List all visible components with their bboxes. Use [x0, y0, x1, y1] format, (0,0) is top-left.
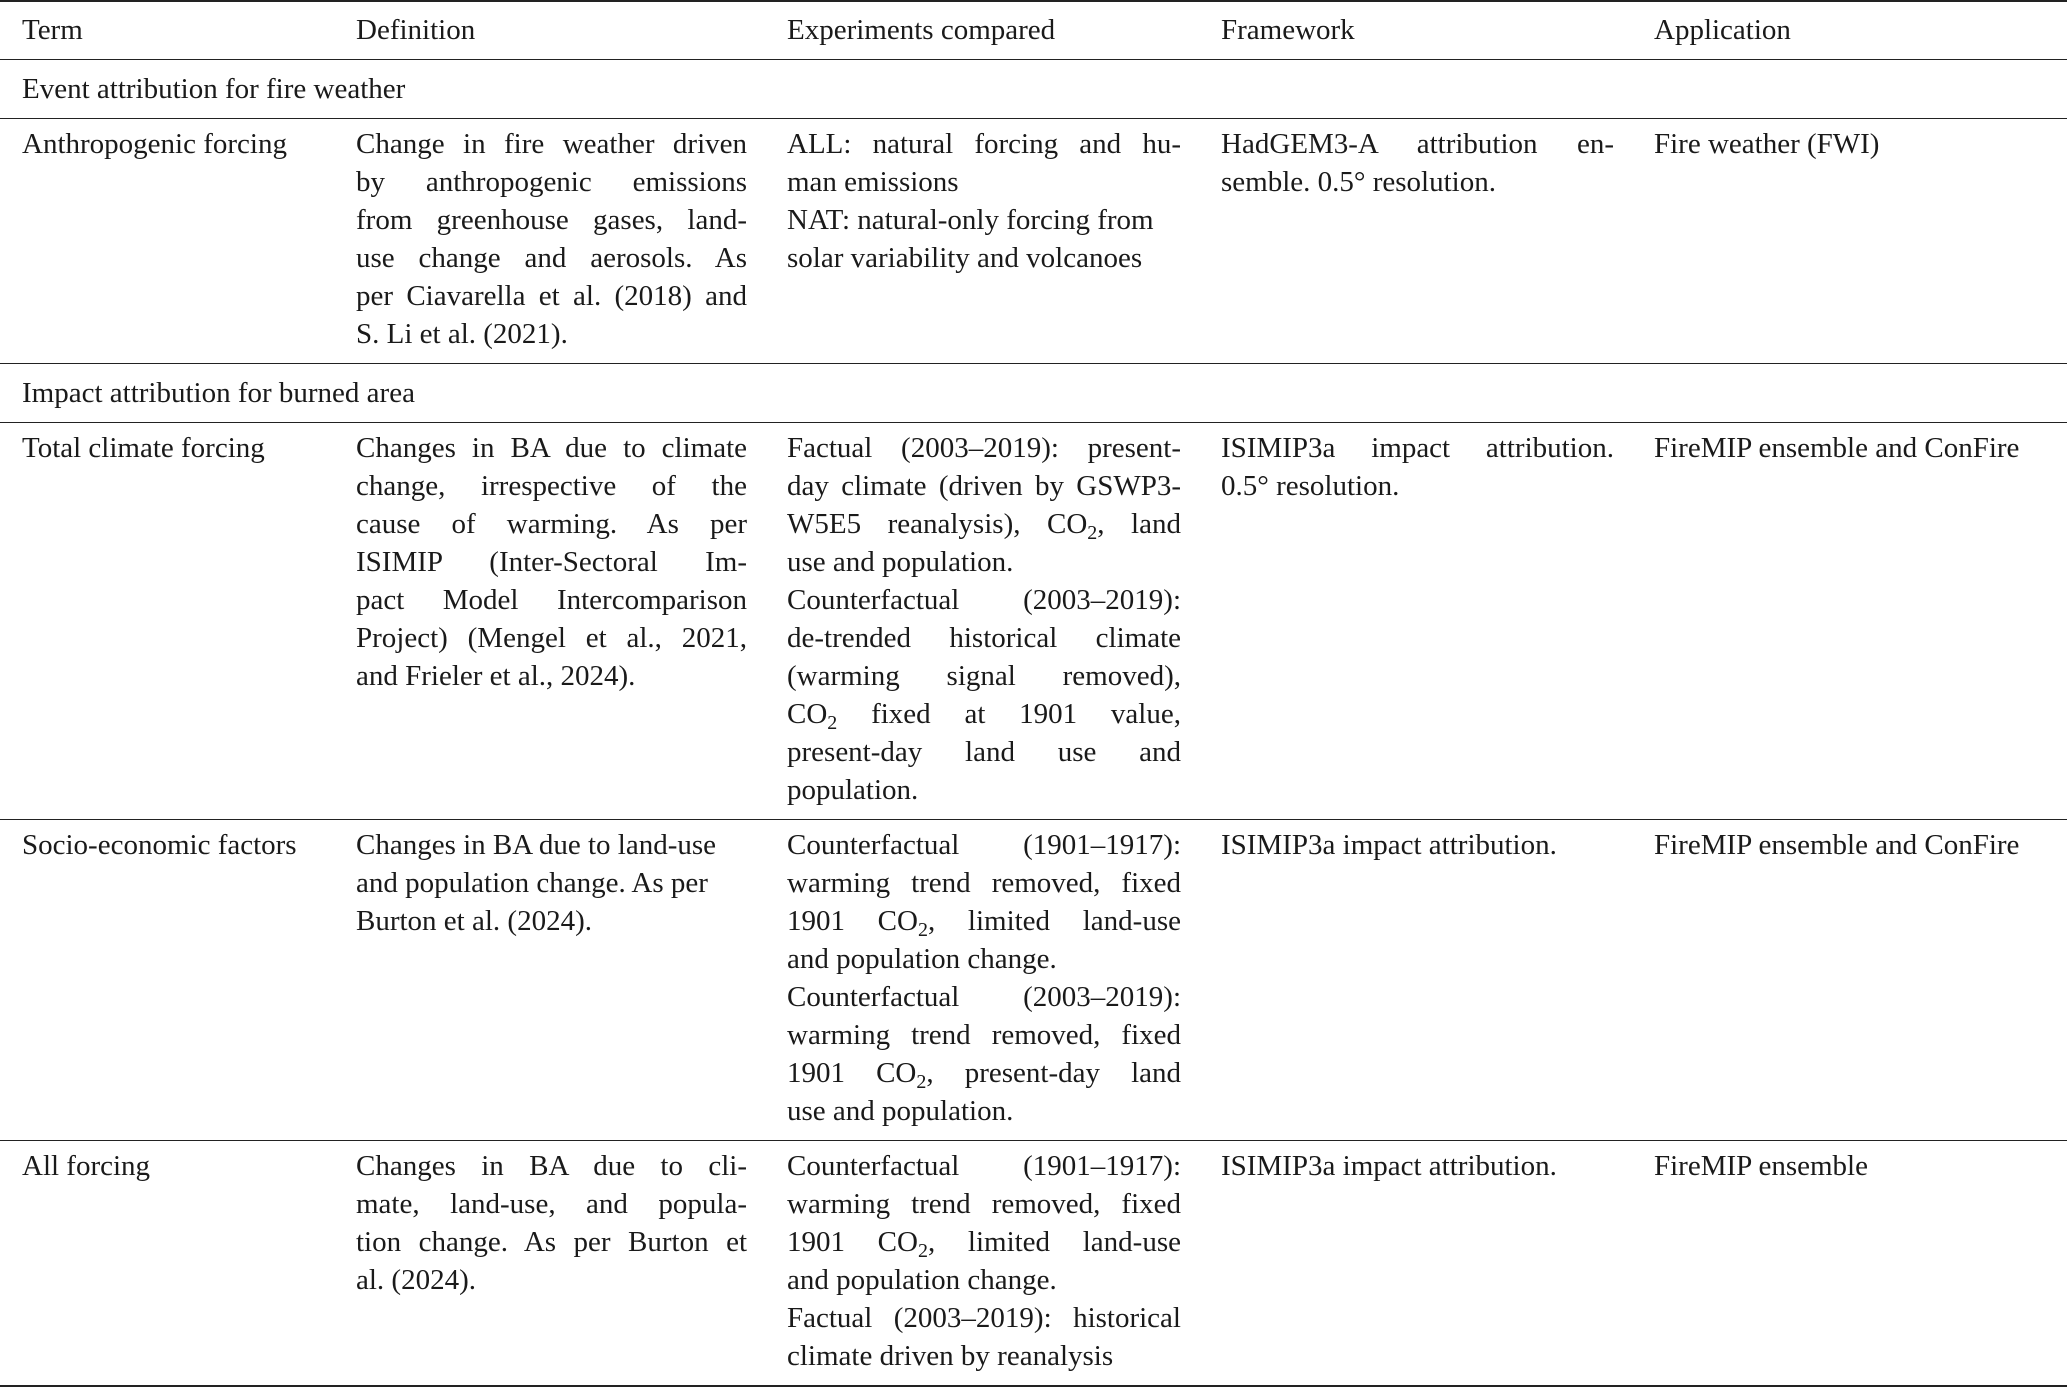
- application-cell: FireMIP ensemble and ConFire: [1632, 423, 2067, 820]
- term-cell: Socio-economic factors: [0, 820, 334, 1141]
- header-application: Application: [1632, 1, 2067, 60]
- table-row: [0, 820, 2067, 1141]
- framework-cell: HadGEM3-A attribution en- semble. 0.5° resolution.: [1199, 119, 1632, 364]
- experiments-cell: Counterfactual (1901–1917): warming trend removed, fixed 1901 $CO_2$, limited land-use and population change. Factual (2003–2019): historical climate driven by reanalysis: [765, 1141, 1199, 1387]
- table-row: [0, 423, 2067, 820]
- definition-cell: Changes in BA due to cli- mate, land-use, and popula- tion change. As per Burton et al. (2024).: [334, 1141, 765, 1387]
- application-cell: Fire weather (FWI): [1632, 119, 2067, 364]
- term-cell: Anthropogenic forcing: [0, 119, 334, 364]
- definition-cell: Change in fire weather driven by anthropogenic emissions from greenhouse gases, land- use change and aerosols. As per Ciavarella et al. (2018) and S. Li et al. (2021).: [334, 119, 765, 364]
- framework-cell: ISIMIP3a impact attribution.: [1199, 1141, 1632, 1387]
- table-row: [0, 1141, 2067, 1387]
- application-cell: FireMIP ensemble: [1632, 1141, 2067, 1387]
- section-title: Impact attribution for burned area: [0, 364, 2067, 423]
- section-title: Event attribution for fire weather: [0, 60, 2067, 119]
- table-row: [0, 119, 2067, 364]
- experiments-cell: ALL: natural forcing and hu- man emissions NAT: natural-only forcing from solar variability and volcanoes: [765, 119, 1199, 364]
- header-term: Term: [0, 1, 334, 60]
- header-definition: Definition: [334, 1, 765, 60]
- experiments-cell: Factual (2003–2019): present- day climate (driven by GSWP3- W5E5 reanalysis), $CO_2$, land use and population. Counterfactual (2003–2019): de-trended historical climate (warming signal removed), $CO_2$ fixed at 1901 value, present-day land use and population.: [765, 423, 1199, 820]
- framework-cell: ISIMIP3a impact attribution. 0.5° resolution.: [1199, 423, 1632, 820]
- term-cell: All forcing: [0, 1141, 334, 1387]
- application-cell: FireMIP ensemble and ConFire: [1632, 820, 2067, 1141]
- header-row: [0, 1, 2067, 60]
- section-heading-row: [0, 60, 2067, 119]
- header-framework: Framework: [1199, 1, 1632, 60]
- header-experiments: Experiments compared: [765, 1, 1199, 60]
- framework-cell: ISIMIP3a impact attribution.: [1199, 820, 1632, 1141]
- term-cell: Total climate forcing: [0, 423, 334, 820]
- experiments-cell: Counterfactual (1901–1917): warming trend removed, fixed 1901 $CO_2$, limited land-use and population change. Counterfactual (2003–2019): warming trend removed, fixed 1901 $CO_2$, present-day land use and population.: [765, 820, 1199, 1141]
- section-heading-row: [0, 364, 2067, 423]
- definition-cell: Changes in BA due to land-use and population change. As per Burton et al. (2024).: [334, 820, 765, 1141]
- definition-cell: Changes in BA due to climate change, irrespective of the cause of warming. As per ISIMIP (Inter-Sectoral Im- pact Model Intercomparison Project) (Mengel et al., 2021, and Frieler et al., 2024).: [334, 423, 765, 820]
